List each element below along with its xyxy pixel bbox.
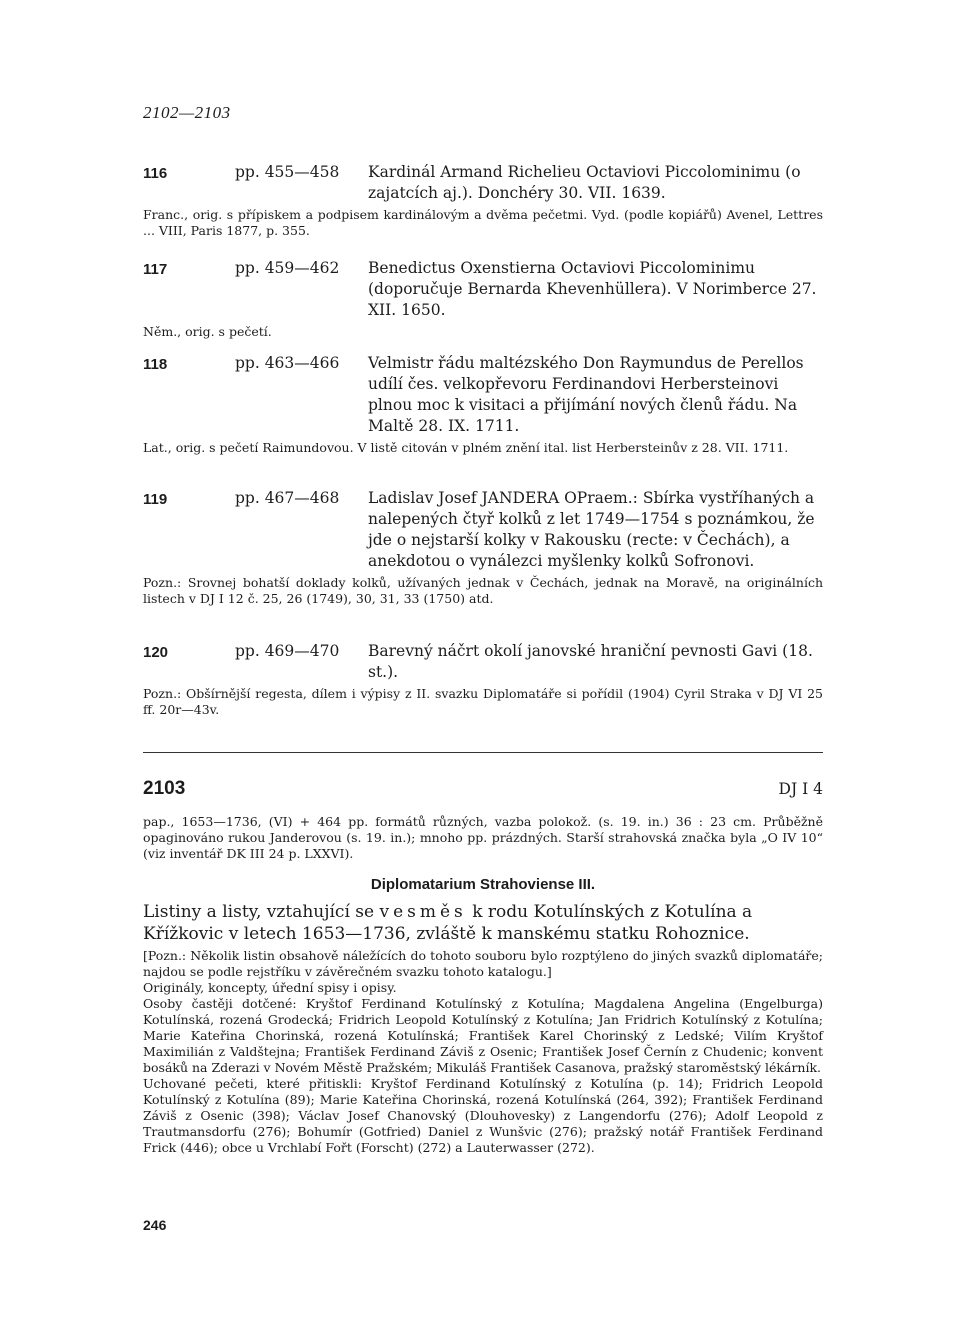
entry-note: Pozn.: Obšírnější regesta, dílem i výpisy z II. svazku Diplomatáře si pořídil (1904) Cyril Straka v DJ VI 25 ff. 20r—43v. bbox=[143, 686, 823, 717]
entry-117 bbox=[143, 258, 823, 340]
collection-title: Diplomatarium Strahoviense III. bbox=[370, 876, 596, 893]
entry-number: 118 bbox=[143, 356, 168, 373]
section-divider bbox=[143, 752, 823, 753]
entry-120 bbox=[143, 641, 823, 718]
description-start: Listiny a listy, vztahující se bbox=[143, 902, 375, 922]
entry-note: Něm., orig. s pečetí. bbox=[143, 324, 272, 339]
entry-116 bbox=[143, 162, 823, 239]
entry-number: 120 bbox=[143, 644, 169, 661]
persons-list: Osoby častěji dotčené: Kryštof Ferdinand Kotulínský z Kotulína; Magdalena Angelina (Engelburga) Kotulínská, rozená Grodecká; Fridrich Leopold Kotulínský z Kotulína; Jan Fridrich Kotulínský z Kotulína; Marie Kateřina Chorinská, rozená Kotulínská; František Karel Chorinský z Ledské; Vilím Kryštof Maximilián z Valdštejna; František Ferdinand Záviš z Osenic; František Josef Černín z Chudenic; konvent bosáků na Zderazi v Novém Městě Pražském; Mikuláš František Casanova, pražský staroměstský lékárník. bbox=[143, 996, 823, 1075]
entry-number: 119 bbox=[143, 491, 168, 508]
entry-text: Barevný náčrt okolí janovské hraniční pevnosti Gavi (18. st.). bbox=[368, 642, 813, 681]
entry-number: 117 bbox=[143, 261, 168, 278]
entry-note: Franc., orig. s přípiskem a podpisem kardinálovým a dvěma pečetmi. Vyd. (podle kopiářů) Avenel, Lettres ... VIII, Paris 1877, p. 355. bbox=[143, 207, 823, 238]
entry-119 bbox=[143, 488, 823, 607]
entry-pages: pp. 467—468 bbox=[235, 489, 340, 507]
content-description bbox=[143, 901, 823, 945]
entry-text: Benedictus Oxenstierna Octaviovi Piccolominimu (doporučuje Bernarda Khevenhüllera). V Norimberce 27. XII. 1650. bbox=[368, 259, 817, 319]
section-2103 bbox=[143, 778, 823, 1156]
entry-text: Velmistr řádu maltézského Don Raymundus de Perellos udílí čes. velkopřevoru Ferdinandovi Herbersteinovi plnou moc k visitaci a přijímání nových členů řádu. Na Maltě 28. IX. 1711. bbox=[368, 354, 804, 435]
seals-list: Uchované pečeti, které přitiskli: Kryštof Ferdinand Kotulínský z Kotulína (p. 14); Fridrich Leopold Kotulínský z Kotulína (89); Marie Kateřina Chorinská, rozená Kotulínská (264, 392); František Ferdinand Záviš z Osenic (398); Václav Josef Chanovský (Dlouhovesky) z Langendorfu (276); Adolf Leopold z Trautmansdorfu (276); Bohumír (Gotfried) Daniel z Wunšvic (276); pražský notář František Ferdinand Frick (446); obce u Vrchlabí Fořt (Forscht) (272) a Lauterwasser (272). bbox=[143, 1076, 823, 1155]
originals-note: Originály, koncepty, úřední spisy i opisy. bbox=[143, 980, 397, 995]
physical-description: pap., 1653—1736, (VI) + 464 pp. formátů různých, vazba polokož. (s. 19. in.) 36 : 23 cm. Průběžně opaginováno rukou Janderovou (s. 19. in.); mnoho pp. prázdných. Starší strahovská značka byla „O IV 10“ (viz inventář DK III 24 p. LXXVI). bbox=[143, 814, 823, 861]
section-signature: DJ I 4 bbox=[778, 780, 823, 798]
running-head: 2102—2103 bbox=[143, 103, 231, 122]
entry-pages: pp. 469—470 bbox=[235, 642, 340, 660]
entry-note: Lat., orig. s pečetí Raimundovou. V listě citován v plném znění ital. list Herbersteinův z 28. VII. 1711. bbox=[143, 440, 789, 455]
entry-118 bbox=[143, 353, 823, 456]
entry-pages: pp. 459—462 bbox=[235, 259, 340, 277]
description-emphasis: vesměs bbox=[379, 902, 467, 922]
entry-text: Kardinál Armand Richelieu Octaviovi Piccolominimu (o zajatcích aj.). Donchéry 30. VII. 1639. bbox=[368, 163, 801, 202]
section-number: 2103 bbox=[143, 778, 186, 799]
description-end: k rodu Kotulínských z Kotulína a Křížkovic v letech 1653—1736, zvláště k manskému statku Rohoznice. bbox=[143, 902, 753, 944]
scatter-note: [Pozn.: Několik listin obsahově náležících do tohoto souboru bylo rozptýleno do jiných svazků diplomatáře; najdou se podle rejstříku v závěrečném svazku tohoto katalogu.] bbox=[143, 948, 823, 979]
entry-pages: pp. 455—458 bbox=[235, 163, 340, 181]
entry-number: 116 bbox=[143, 165, 168, 182]
entry-pages: pp. 463—466 bbox=[235, 354, 340, 372]
entry-note: Pozn.: Srovnej bohatší doklady kolků, užívaných jednak v Čechách, jednak na Moravě, na originálních listech v DJ I 12 č. 25, 26 (1749), 30, 31, 33 (1750) atd. bbox=[143, 575, 823, 606]
entry-text: Ladislav Josef JANDERA OPraem.: Sbírka vystříhaných a nalepených čtyř kolků z let 1749—1754 s poznámkou, že jde o nejstarší kolky v Rakousku (recte: v Čechách), a anekdotou o vynálezci myšlenky kolků Sofronovi. bbox=[368, 489, 815, 570]
page-number: 246 bbox=[143, 1217, 167, 1233]
